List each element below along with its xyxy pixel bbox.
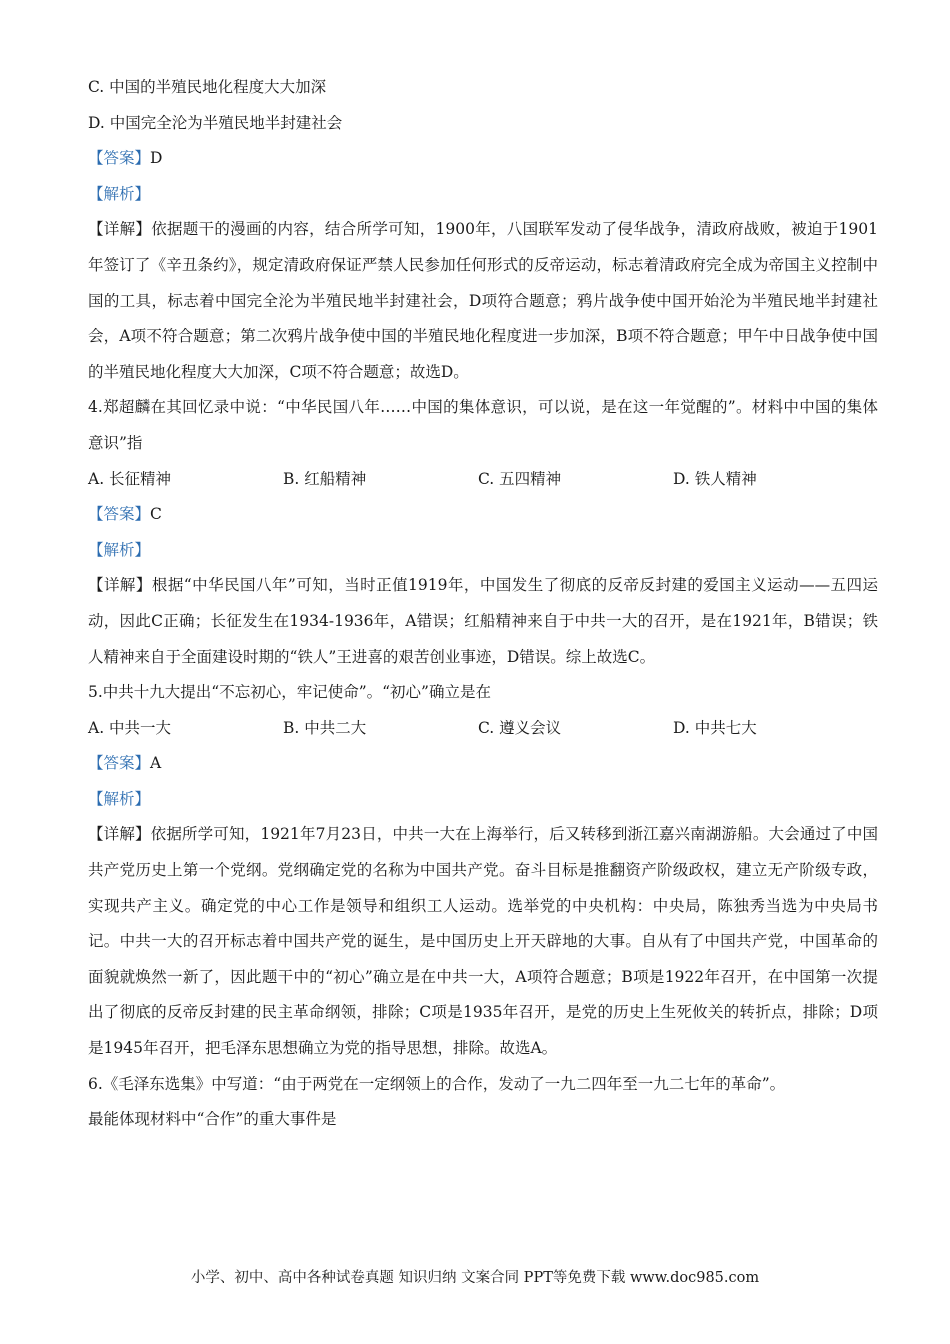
q5-answer	[88, 746, 878, 782]
q3-detail	[88, 212, 878, 390]
q4-option-a: A. 长征精神	[88, 469, 172, 488]
q5-detail	[88, 817, 878, 1066]
detail-text: 依据所学可知，1921年7月23日，中共一大在上海举行，后又转移到浙江嘉兴南湖游船。大会通过了中国共产党历史上第一个党纲。党纲确定党的名称为中国共产党。奋斗目标是推翻资产阶级政权，建立无产阶级专政，实现共产主义。确定党的中心工作是领导和组织工人运动。选举党的中央机构：中央局，陈独秀当选为中央局书记。中共一大的召开标志着中国共产党的诞生，是中国历史上开天辟地的大事。自从有了中国共产党，中国革命的面貌就焕然一新了，因此题干中的“初心”确立是在中共一大，A项符合题意；B项是1922年召开，在中国第一次提出了彻底的反帝反封建的民主革命纲领，排除；C项是1935年召开，是党的历史上生死攸关的转折点，排除；D项是1945年召开，把毛泽东思想确立为党的指导思想，排除。故选A。	[88, 825, 878, 1058]
q4-detail	[88, 568, 878, 675]
q3-option-d: D. 中国完全沦为半殖民地半封建社会	[88, 113, 343, 132]
q3-option-c: C. 中国的半殖民地化程度大大加深	[88, 78, 327, 96]
answer-label: 【答案】	[88, 149, 151, 168]
q5-option-c: C. 遵义会议	[478, 718, 562, 737]
q6-stem-line2: 最能体现材料中“合作”的重大事件是	[88, 1110, 337, 1129]
q4-option-c: C. 五四精神	[478, 469, 562, 488]
q5-option-d: D. 中共七大	[673, 718, 757, 737]
q5-option-b: B. 中共二大	[283, 718, 367, 737]
q5-analysis-label: 【解析】	[88, 789, 151, 808]
answer-value: A	[150, 754, 162, 773]
q4-options	[88, 462, 878, 498]
page-footer: 小学、初中、高中各种试卷真题 知识归纳 文案合同 PPT等免费下载 www.doc985.com	[190, 1270, 760, 1286]
detail-text: 依据题干的漫画的内容，结合所学可知，1900年，八国联军发动了侵华战争，清政府战败，被迫于1901年签订了《辛丑条约》，规定清政府保证严禁人民参加任何形式的反帝运动，标志着清政府完全成为帝国主义控制中国的工具，标志着中国完全沦为半殖民地半封建社会，D项符合题意；鸦片战争使中国开始沦为半殖民地半封建社会，A项不符合题意；第二次鸦片战争使中国的半殖民地化程度进一步加深，B项不符合题意；甲午中日战争使中国的半殖民地化程度大大加深，C项不符合题意；故选D。	[88, 220, 878, 381]
answer-value: D	[150, 149, 163, 168]
q4-stem: 4.郑超麟在其回忆录中说：“中华民国八年……中国的集体意识，可以说，是在这一年觉醒的”。材料中中国的集体意识”指	[88, 398, 878, 452]
detail-label: 【详解】	[88, 825, 151, 844]
q4-answer	[88, 497, 878, 533]
q3-analysis-label: 【解析】	[88, 184, 151, 203]
answer-label: 【答案】	[88, 754, 151, 773]
detail-text: 根据“中华民国八年”可知，当时正值1919年，中国发生了彻底的反帝反封建的爱国主义运动——五四运动，因此C正确；长征发生在1934-1936年，A错误；红船精神来自于中共一大的召开，是在1921年，B错误；铁人精神来自于全面建设时期的“铁人”王进喜的艰苦创业事迹，D错误。综上故选C。	[88, 576, 878, 666]
detail-label: 【详解】	[88, 576, 152, 595]
q4-option-b: B. 红船精神	[283, 469, 367, 488]
q6-stem-line1: 6.《毛泽东选集》中写道：“由于两党在一定纲领上的合作，发动了一九二四年至一九二七年的革命”。	[88, 1074, 786, 1093]
q4-analysis-label: 【解析】	[88, 540, 151, 559]
answer-label: 【答案】	[88, 505, 151, 524]
detail-label: 【详解】	[88, 220, 152, 239]
q4-option-d: D. 铁人精神	[673, 469, 757, 488]
answer-value: C	[150, 505, 162, 524]
q5-stem: 5.中共十九大提出“不忘初心，牢记使命”。“初心”确立是在	[88, 683, 491, 702]
document-page	[88, 70, 878, 1138]
q5-options	[88, 711, 878, 747]
q3-answer	[88, 141, 878, 177]
q5-option-a: A. 中共一大	[88, 718, 172, 737]
